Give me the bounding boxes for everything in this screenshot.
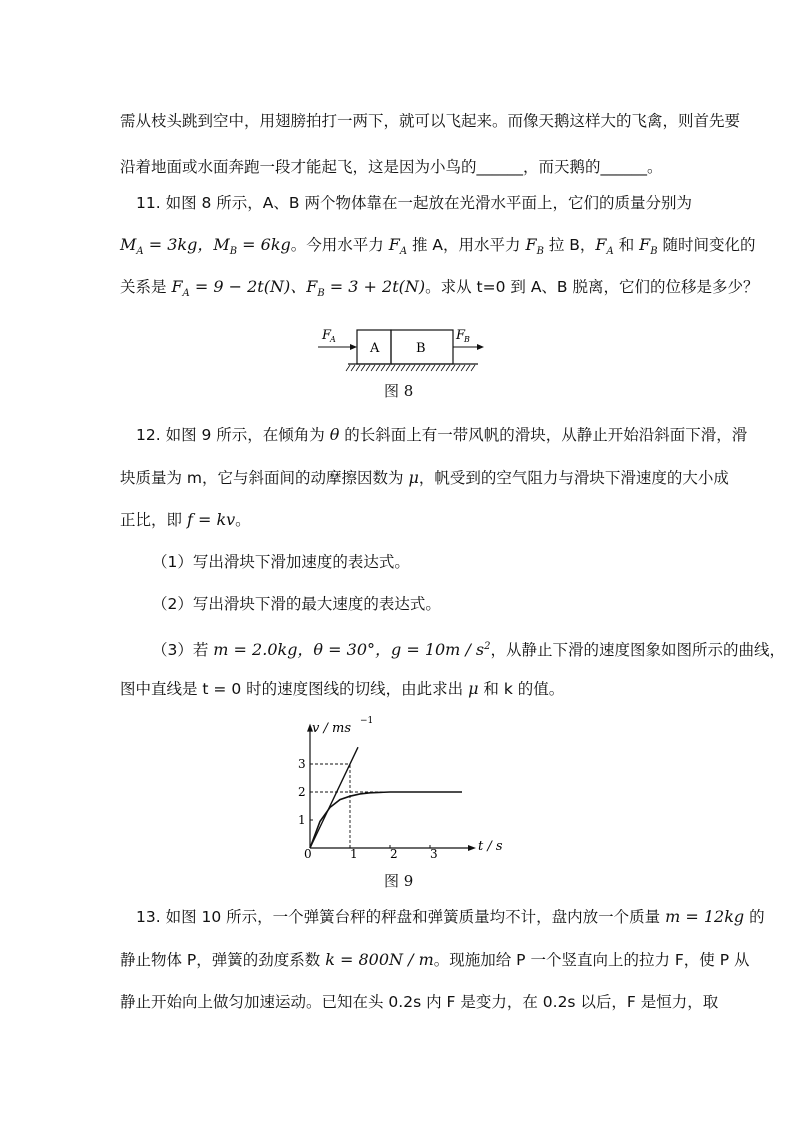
text: 随时间变化的	[657, 236, 756, 254]
tangent-line	[310, 747, 358, 848]
text: 的	[744, 908, 765, 926]
text: 和	[613, 236, 640, 254]
figure-9-chart	[280, 710, 520, 870]
hatch-mark	[471, 365, 475, 371]
hatch-mark	[401, 365, 405, 371]
question-12-sub-3	[152, 637, 785, 660]
y-tick-label: 1	[298, 813, 306, 827]
question-12-line	[120, 468, 729, 488]
hatch-mark	[426, 365, 430, 371]
math: F	[525, 235, 537, 254]
x-tick-label: 1	[350, 847, 358, 861]
math: = 3 + 2t(N)	[324, 277, 426, 296]
math-sub: A	[136, 246, 144, 258]
text: 12. 如图 9 所示，在倾角为	[136, 426, 330, 444]
hatch-mark	[396, 365, 400, 371]
question-12-line	[136, 425, 747, 445]
question-13-line: 静止开始向上做匀加速运动。已知在头 0.2s 内 F 是变力，在 0.2s 以后，F 是恒力，取	[120, 993, 719, 1011]
question-12-line	[120, 679, 564, 699]
hatch-mark	[411, 365, 415, 371]
text: 静止物体 P，弹簧的劲度系数	[120, 951, 326, 969]
hatch-mark	[356, 365, 360, 371]
force-a-sub: A	[330, 335, 336, 344]
text: 正比，即	[120, 511, 187, 529]
hatch-mark	[451, 365, 455, 371]
math: F	[171, 277, 183, 296]
math: M	[120, 235, 137, 254]
hatch-mark	[366, 365, 370, 371]
x-axis-arrow	[468, 845, 476, 851]
ground-hatch	[346, 365, 475, 371]
question-11-line: 11. 如图 8 所示，A、B 两个物体靠在一起放在光滑水平面上，它们的质量分别为	[136, 194, 692, 212]
figure-8-caption: 图 8	[384, 382, 414, 400]
x-tick-label: 2	[390, 847, 398, 861]
text: 块质量为 m，它与斜面间的动摩擦因数为	[120, 469, 409, 487]
hatch-mark	[421, 365, 425, 371]
question-12-sub-1: （1）写出滑块下滑加速度的表达式。	[152, 553, 410, 571]
text: （3）若	[152, 641, 214, 660]
x-axis-label: t / s	[478, 839, 503, 854]
origin-label: 0	[304, 847, 312, 861]
text: ，从静止下滑的速度图象如图所示的曲线，	[490, 641, 786, 660]
hatch-mark	[441, 365, 445, 371]
math: F	[639, 235, 651, 254]
text-line: 需从枝头跳到空中，用翅膀拍打一两下，就可以飞起来。而像天鹅这样大的飞禽，则首先要	[120, 112, 741, 130]
hatch-mark	[436, 365, 440, 371]
math-sub: A	[399, 246, 408, 258]
hatch-mark	[376, 365, 380, 371]
y-axis-label: v / ms	[312, 721, 351, 736]
hatch-mark	[386, 365, 390, 371]
math-sub: A	[606, 246, 614, 258]
hatch-mark	[466, 365, 470, 371]
text: 。今用水平力	[290, 236, 389, 254]
hatch-mark	[346, 365, 350, 371]
math-sub: B	[317, 288, 325, 300]
text: 图中直线是 t = 0 时的速度图线的切线，由此求出	[120, 680, 469, 698]
text: 。求从 t=0 到 A、B 脱离，它们的位移是多少？	[425, 278, 759, 296]
hatch-mark	[361, 365, 365, 371]
math-sup: 2	[484, 641, 491, 652]
question-13-line	[120, 950, 750, 970]
hatch-mark	[381, 365, 385, 371]
hatch-mark	[416, 365, 420, 371]
hatch-mark	[456, 365, 460, 371]
force-b-arrowhead	[477, 344, 484, 350]
math: = 6kg	[237, 235, 291, 254]
text: 13. 如图 10 所示，一个弹簧台秤的秤盘和弹簧质量均不计，盘内放一个质量	[136, 908, 666, 926]
text: 的长斜面上有一带风帆的滑块，从静止开始沿斜面下滑，滑	[339, 426, 748, 444]
question-12-sub-2: （2）写出滑块下滑的最大速度的表达式。	[152, 595, 441, 613]
hatch-mark	[391, 365, 395, 371]
math: m = 12kg	[665, 907, 745, 926]
math-sub: B	[650, 246, 658, 258]
math: θ	[329, 425, 340, 444]
question-12-line	[120, 510, 251, 530]
force-a-arrowhead	[350, 344, 357, 350]
block-a-label: A	[370, 341, 380, 356]
force-b-label: F	[456, 328, 466, 343]
math: m = 2.0kg，θ = 30°，g = 10m / s	[213, 640, 485, 660]
y-axis-label-sup: −1	[360, 716, 374, 726]
text-line: 沿着地面或水面奔跑一段才能起飞，这是因为小鸟的______，而天鹅的______。	[120, 158, 663, 176]
math: F	[595, 235, 607, 254]
math: μ	[468, 679, 479, 698]
math: F	[388, 235, 400, 254]
force-a-label: F	[322, 328, 332, 343]
question-13-line	[136, 907, 765, 927]
hatch-mark	[406, 365, 410, 371]
text: 拉 B，	[543, 236, 596, 254]
text: 推 A，用水平力	[407, 236, 526, 254]
math: f = kv	[186, 510, 236, 529]
math-sub: B	[229, 246, 238, 258]
figure-9-caption: 图 9	[384, 872, 414, 890]
math-sub: A	[182, 288, 190, 300]
math: = 9 − 2t(N)、F	[189, 277, 318, 296]
text: 关系是	[120, 278, 172, 296]
text: ，帆受到的空气阻力与滑块下滑速度的大小成	[418, 469, 729, 487]
block-b-label: B	[416, 341, 426, 356]
hatch-mark	[371, 365, 375, 371]
question-11-line	[120, 235, 756, 262]
text: 。现施加给 P 一个竖直向上的拉力 F，使 P 从	[433, 951, 750, 969]
math-sub: B	[536, 246, 544, 258]
math: k = 800N / m	[325, 950, 434, 969]
figure-8	[310, 320, 500, 382]
text: 和 k 的值。	[478, 680, 565, 698]
x-tick-label: 3	[430, 847, 438, 861]
force-b-sub: B	[464, 335, 470, 344]
math: μ	[408, 468, 419, 487]
y-tick-label: 2	[298, 785, 306, 799]
hatch-mark	[351, 365, 355, 371]
hatch-mark	[461, 365, 465, 371]
text: 。	[235, 511, 251, 529]
math: = 3kg，M	[143, 235, 230, 254]
hatch-mark	[431, 365, 435, 371]
y-tick-label: 3	[298, 757, 306, 771]
hatch-mark	[446, 365, 450, 371]
question-11-line	[120, 277, 759, 304]
